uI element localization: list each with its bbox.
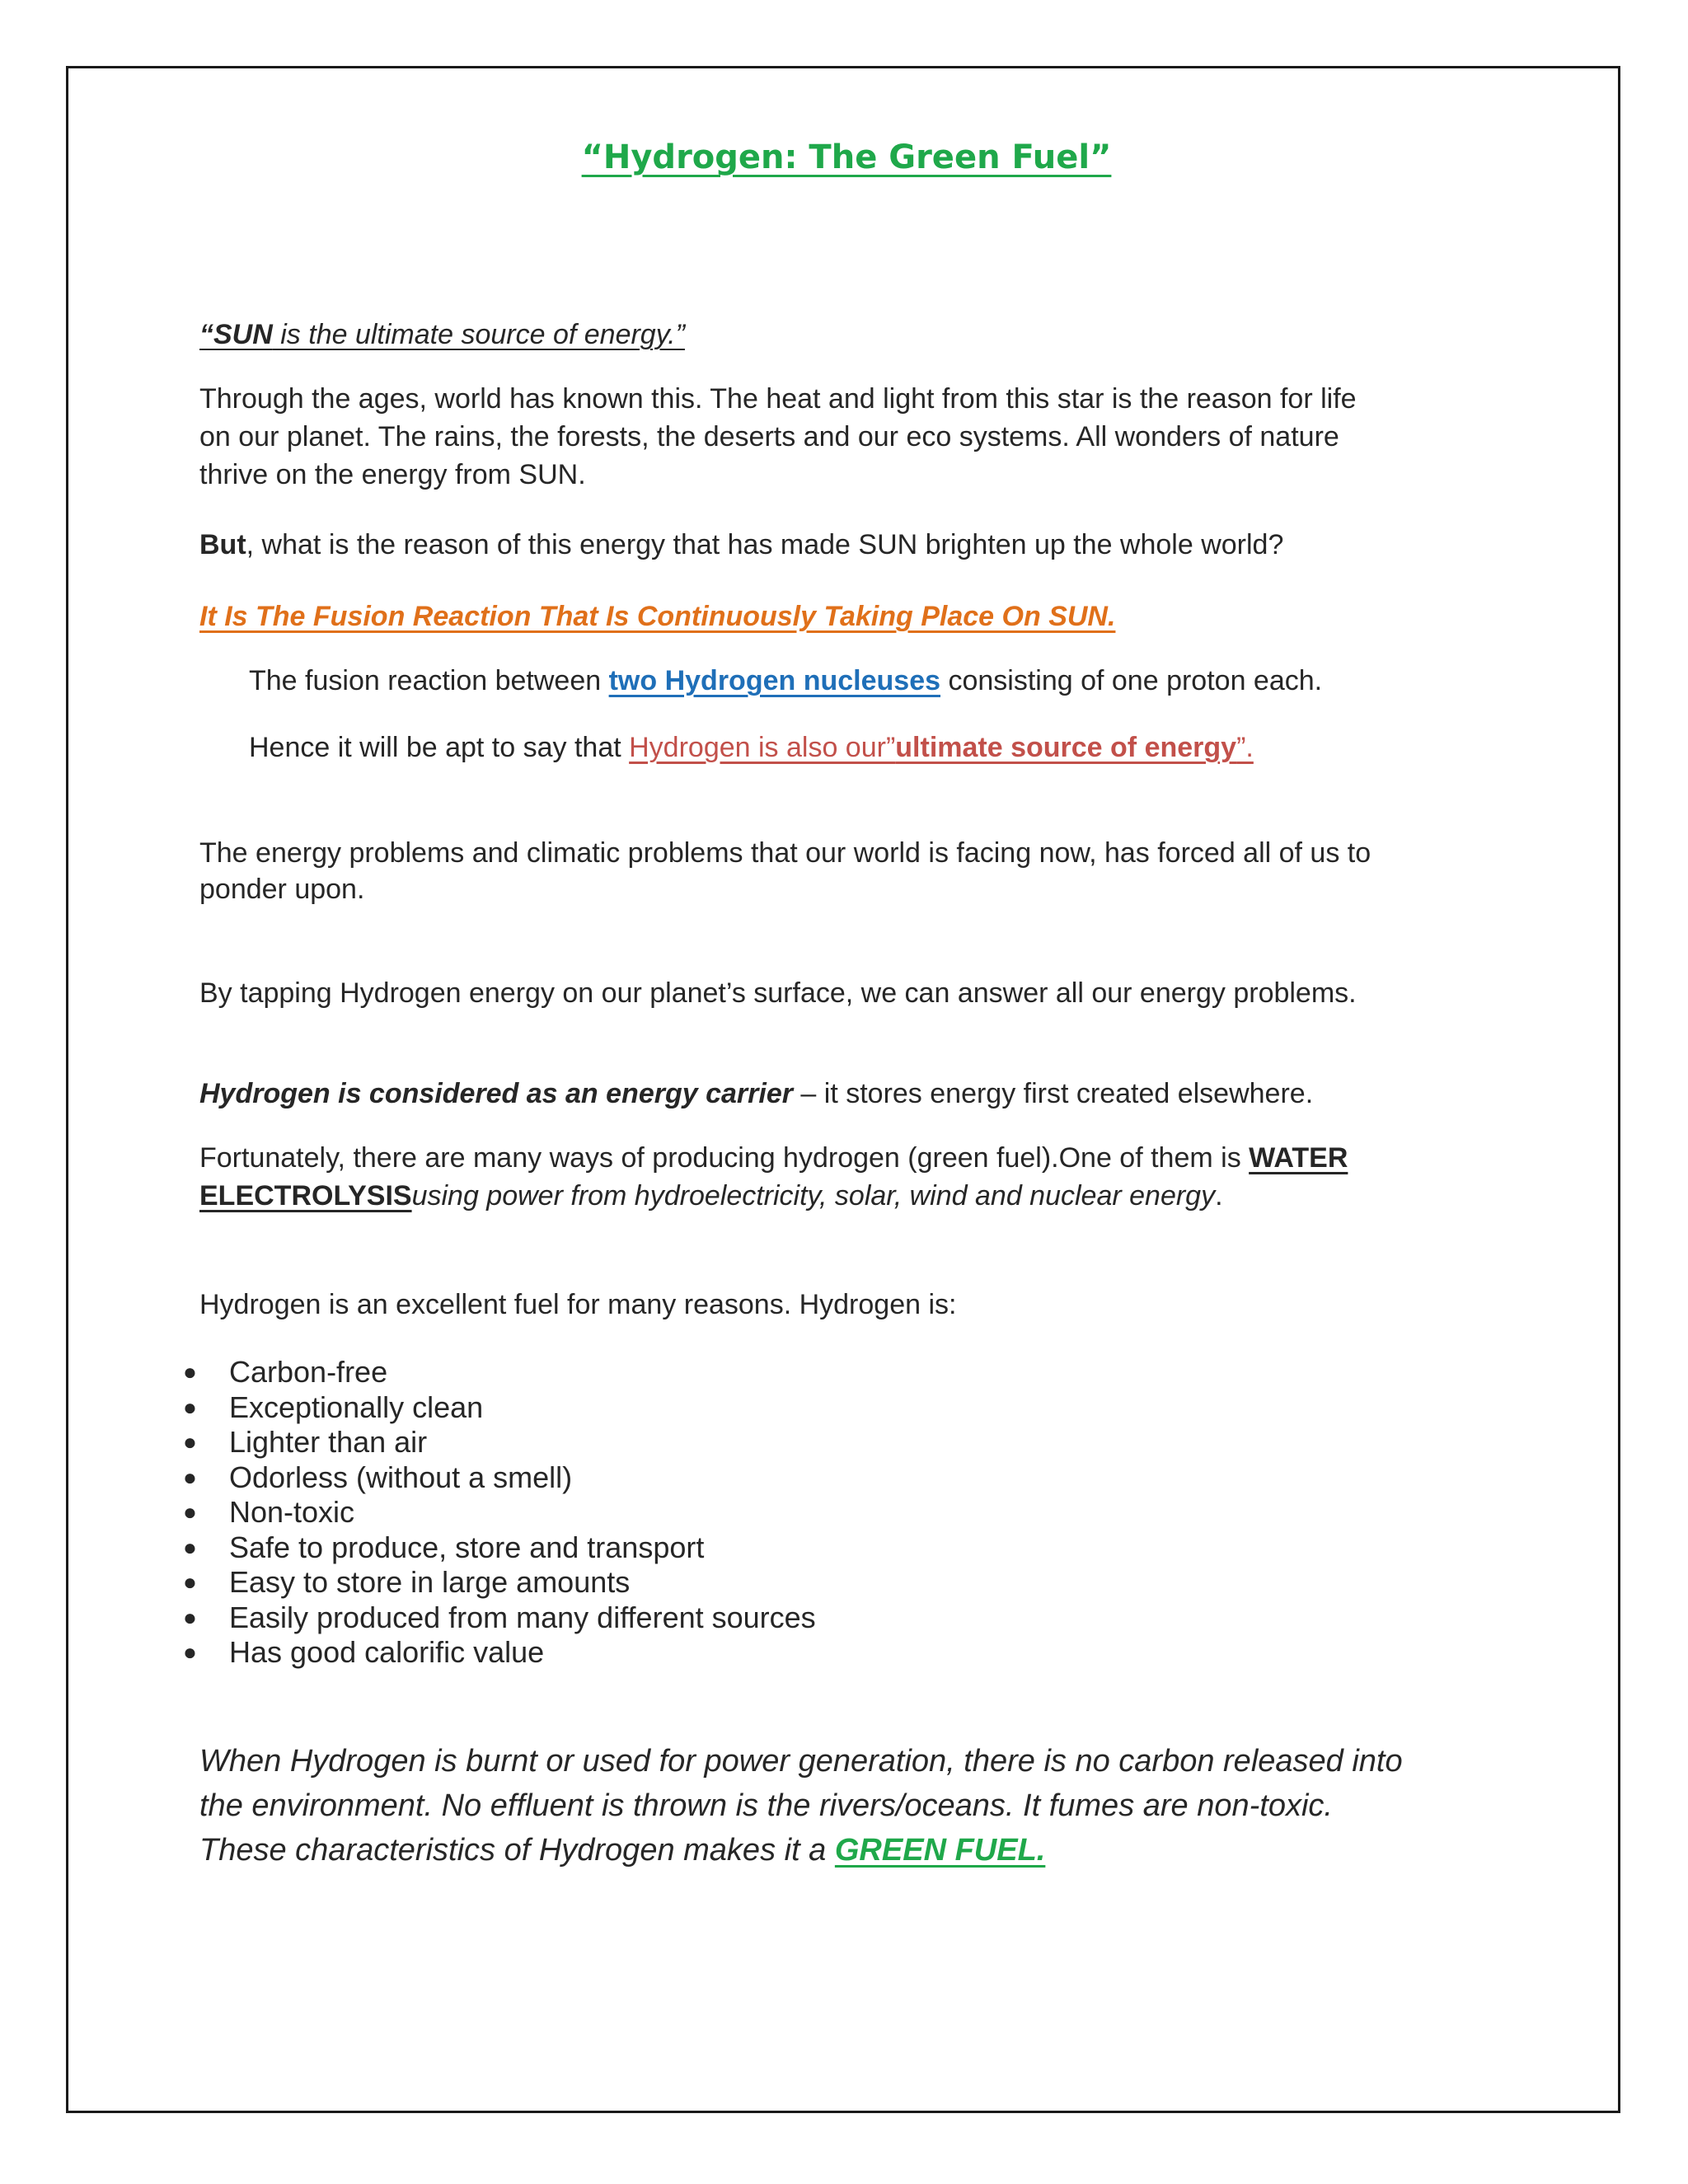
intro-line-2: on our planet. The rains, the forests, the deserts and our eco systems. All wonders of nature bbox=[199, 421, 1339, 452]
list-item bbox=[183, 1495, 816, 1530]
carrier-bold: Hydrogen is considered as an energy carrier bbox=[199, 1078, 793, 1109]
problems-line-2: ponder upon. bbox=[199, 874, 365, 905]
hence-line-pre: Hence it will be apt to say that bbox=[249, 732, 630, 763]
fortunately-line-1 bbox=[199, 1139, 1348, 1177]
ultimate-source-link-post: ”. bbox=[1236, 732, 1254, 763]
bullet-icon: ● bbox=[183, 1639, 197, 1665]
bullet-icon: ● bbox=[183, 1464, 197, 1490]
list-item bbox=[183, 1390, 816, 1426]
sun-quote-rest: is the ultimate source of energy.” bbox=[272, 319, 685, 350]
tapping-paragraph: By tapping Hydrogen energy on our planet’s surface, we can answer all our energy problems. bbox=[199, 977, 1357, 1009]
fusion-line-pre: The fusion reaction between bbox=[249, 665, 609, 696]
list-item bbox=[183, 1600, 816, 1636]
document-title: “Hydrogen: The Green Fuel” bbox=[581, 138, 1112, 176]
list-item bbox=[183, 1425, 816, 1460]
list-item-text: Easily produced from many different sources bbox=[229, 1600, 816, 1634]
list-item-text: Lighter than air bbox=[229, 1425, 428, 1459]
hydrogen-nucleuses-link[interactable]: two Hydrogen nucleuses bbox=[608, 665, 941, 696]
list-item-text: Easy to store in large amounts bbox=[229, 1565, 631, 1599]
list-item bbox=[183, 1355, 816, 1390]
bullet-icon: ● bbox=[183, 1499, 197, 1525]
fusion-heading: It Is The Fusion Reaction That Is Continuously Taking Place On SUN. bbox=[199, 601, 1116, 632]
question-paragraph bbox=[199, 526, 1283, 564]
list-item-text: Safe to produce, store and transport bbox=[229, 1530, 705, 1564]
closing-line-1: When Hydrogen is burnt or used for power generation, there is no carbon released into bbox=[199, 1744, 1403, 1779]
question-rest: , what is the reason of this energy that has made SUN brighten up the whole world? bbox=[246, 529, 1284, 560]
carrier-paragraph bbox=[199, 1075, 1313, 1113]
hence-line bbox=[249, 729, 1254, 766]
ultimate-source-link-pre: Hydrogen is also our” bbox=[629, 732, 896, 763]
intro-line-1: Through the ages, world has known this. The heat and light from this star is the reason for life bbox=[199, 383, 1357, 415]
question-but: But bbox=[199, 529, 246, 560]
problems-line-1: The energy problems and climatic problems that our world is facing now, has forced all of us to bbox=[199, 837, 1372, 869]
fortunately-line-2 bbox=[199, 1177, 1223, 1215]
carrier-rest: – it stores energy first created elsewhere. bbox=[792, 1078, 1314, 1109]
fortunately-italic: using power from hydroelectricity, solar, wind and nuclear energy bbox=[411, 1180, 1216, 1212]
list-item bbox=[183, 1460, 816, 1496]
bullet-icon: ● bbox=[183, 1429, 197, 1455]
electrolysis-link: ELECTROLYSIS bbox=[199, 1180, 412, 1212]
list-item-text: Carbon-free bbox=[229, 1355, 388, 1389]
ultimate-source-link-bold: ultimate source of energy bbox=[895, 732, 1237, 763]
list-item-text: Has good calorific value bbox=[229, 1635, 545, 1669]
ultimate-source-link[interactable] bbox=[629, 732, 1254, 763]
bullet-icon: ● bbox=[183, 1394, 197, 1420]
list-item-text: Odorless (without a smell) bbox=[229, 1460, 573, 1494]
reasons-intro: Hydrogen is an excellent fuel for many reasons. Hydrogen is: bbox=[199, 1289, 957, 1320]
intro-line-3: thrive on the energy from SUN. bbox=[199, 459, 586, 490]
bullet-icon: ● bbox=[183, 1359, 197, 1385]
list-item-text: Exceptionally clean bbox=[229, 1390, 484, 1424]
bullet-icon: ● bbox=[183, 1569, 197, 1595]
green-fuel-link: GREEN FUEL. bbox=[834, 1833, 1046, 1868]
water-link: WATER bbox=[1249, 1142, 1348, 1174]
list-item bbox=[183, 1635, 816, 1671]
bullet-icon: ● bbox=[183, 1534, 197, 1560]
closing-line-2: the environment. No effluent is thrown is the rivers/oceans. It fumes are non-toxic. bbox=[199, 1788, 1333, 1823]
fusion-line-post: consisting of one proton each. bbox=[940, 665, 1323, 696]
closing-line-3 bbox=[199, 1828, 1403, 1872]
fortunately-pre: Fortunately, there are many ways of producing hydrogen (green fuel).One of them is bbox=[199, 1142, 1250, 1174]
closing-line-3-pre: These characteristics of Hydrogen makes it a bbox=[199, 1833, 835, 1868]
fusion-line bbox=[249, 662, 1322, 700]
bullet-icon: ● bbox=[183, 1604, 197, 1630]
sun-quote-bold: “SUN bbox=[199, 319, 273, 350]
closing-paragraph bbox=[199, 1739, 1403, 1872]
reasons-list bbox=[183, 1355, 816, 1671]
fortunately-end: . bbox=[1215, 1180, 1223, 1212]
list-item bbox=[183, 1530, 816, 1566]
list-item bbox=[183, 1565, 816, 1601]
sun-quote bbox=[199, 316, 685, 354]
list-item-text: Non-toxic bbox=[229, 1495, 355, 1529]
